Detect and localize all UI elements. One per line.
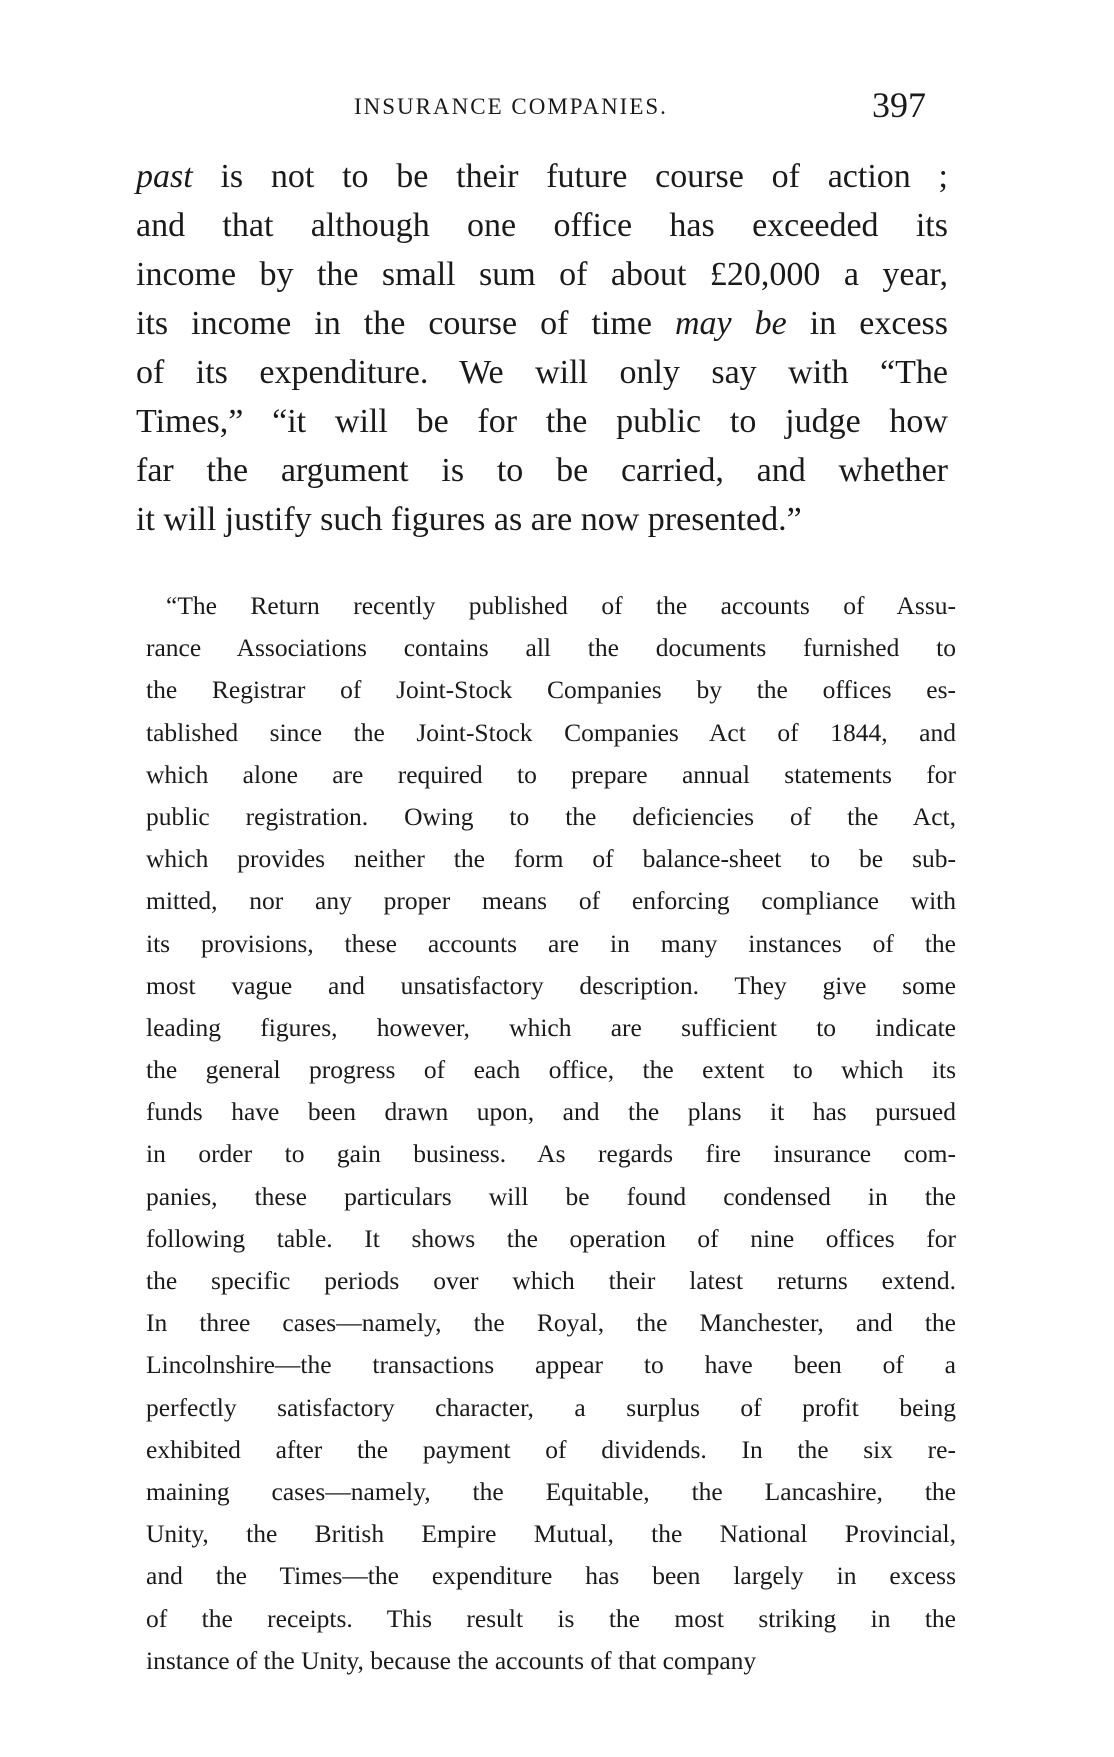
body-line: Times,” “it will be for the public to judge how <box>136 403 948 440</box>
body-line: income by the small sum of about £20,000 a year, <box>136 256 948 293</box>
quote-line: “The Return recently published of the accounts of Assu- <box>166 591 956 620</box>
quote-line: following table. It shows the operation of nine offices for <box>146 1223 956 1253</box>
quote-line: public registration. Owing to the deficiencies of the Act, <box>146 801 956 831</box>
italic-phrase: may be <box>674 305 787 342</box>
quoted-extract <box>146 585 956 1682</box>
page-number: 397 <box>872 85 926 125</box>
running-title: INSURANCE COMPANIES. <box>354 94 668 119</box>
quote-line: In three cases—namely, the Royal, the Manchester, and the <box>146 1308 956 1338</box>
quote-line: rance Associations contains all the documents furnished to <box>146 633 956 663</box>
quote-line: perfectly satisfactory character, a surplus of profit being <box>146 1392 956 1422</box>
quote-line: funds have been drawn upon, and the plans it has pursued <box>146 1097 956 1127</box>
quote-line: the specific periods over which their latest returns extend. <box>146 1266 956 1295</box>
body-line-text: in excess <box>786 305 948 342</box>
quote-line: tablished since the Joint-Stock Companies Act of 1844, and <box>146 717 956 747</box>
running-head <box>0 84 1114 124</box>
body-line-text: its income in the course of time <box>136 305 675 342</box>
body-line-text: is not to be their future course of action ; <box>192 158 948 195</box>
main-paragraph <box>136 152 948 544</box>
italic-word: past <box>136 158 193 195</box>
body-line: and that although one office has exceeded its <box>136 207 948 244</box>
quote-line: which alone are required to prepare annual statements for <box>146 759 956 789</box>
body-line <box>136 152 948 201</box>
quote-line: mitted, nor any proper means of enforcing compliance with <box>146 886 956 916</box>
quote-line: most vague and unsatisfactory description. They give some <box>146 970 956 1000</box>
body-line <box>136 299 948 348</box>
quote-line: Lincolnshire—the transactions appear to have been of a <box>146 1350 956 1380</box>
quote-line: the Registrar of Joint-Stock Companies by the offices es- <box>146 675 956 705</box>
body-line: of its expenditure. We will only say with “The <box>136 354 948 391</box>
quote-line: which provides neither the form of balance-sheet to be sub- <box>146 844 956 874</box>
quote-line: its provisions, these accounts are in many instances of the <box>146 928 956 958</box>
quote-line: Unity, the British Empire Mutual, the National Provincial, <box>146 1519 956 1549</box>
quote-line: in order to gain business. As regards fire insurance com- <box>146 1139 956 1169</box>
body-line: far the argument is to be carried, and whether <box>136 452 948 489</box>
quote-line: leading figures, however, which are sufficient to indicate <box>146 1012 956 1042</box>
quote-line: panies, these particulars will be found condensed in the <box>146 1181 956 1211</box>
body-line: it will justify such figures as are now presented.” <box>136 501 802 538</box>
quote-line: of the receipts. This result is the most striking in the <box>146 1603 956 1633</box>
quote-line: the general progress of each office, the extent to which its <box>146 1055 956 1085</box>
quote-line: maining cases—namely, the Equitable, the Lancashire, the <box>146 1476 956 1506</box>
quote-line: and the Times—the expenditure has been largely in excess <box>146 1561 956 1591</box>
quote-line: exhibited after the payment of dividends. In the six re- <box>146 1434 956 1464</box>
quote-line: instance of the Unity, because the accounts of that company <box>146 1645 757 1675</box>
